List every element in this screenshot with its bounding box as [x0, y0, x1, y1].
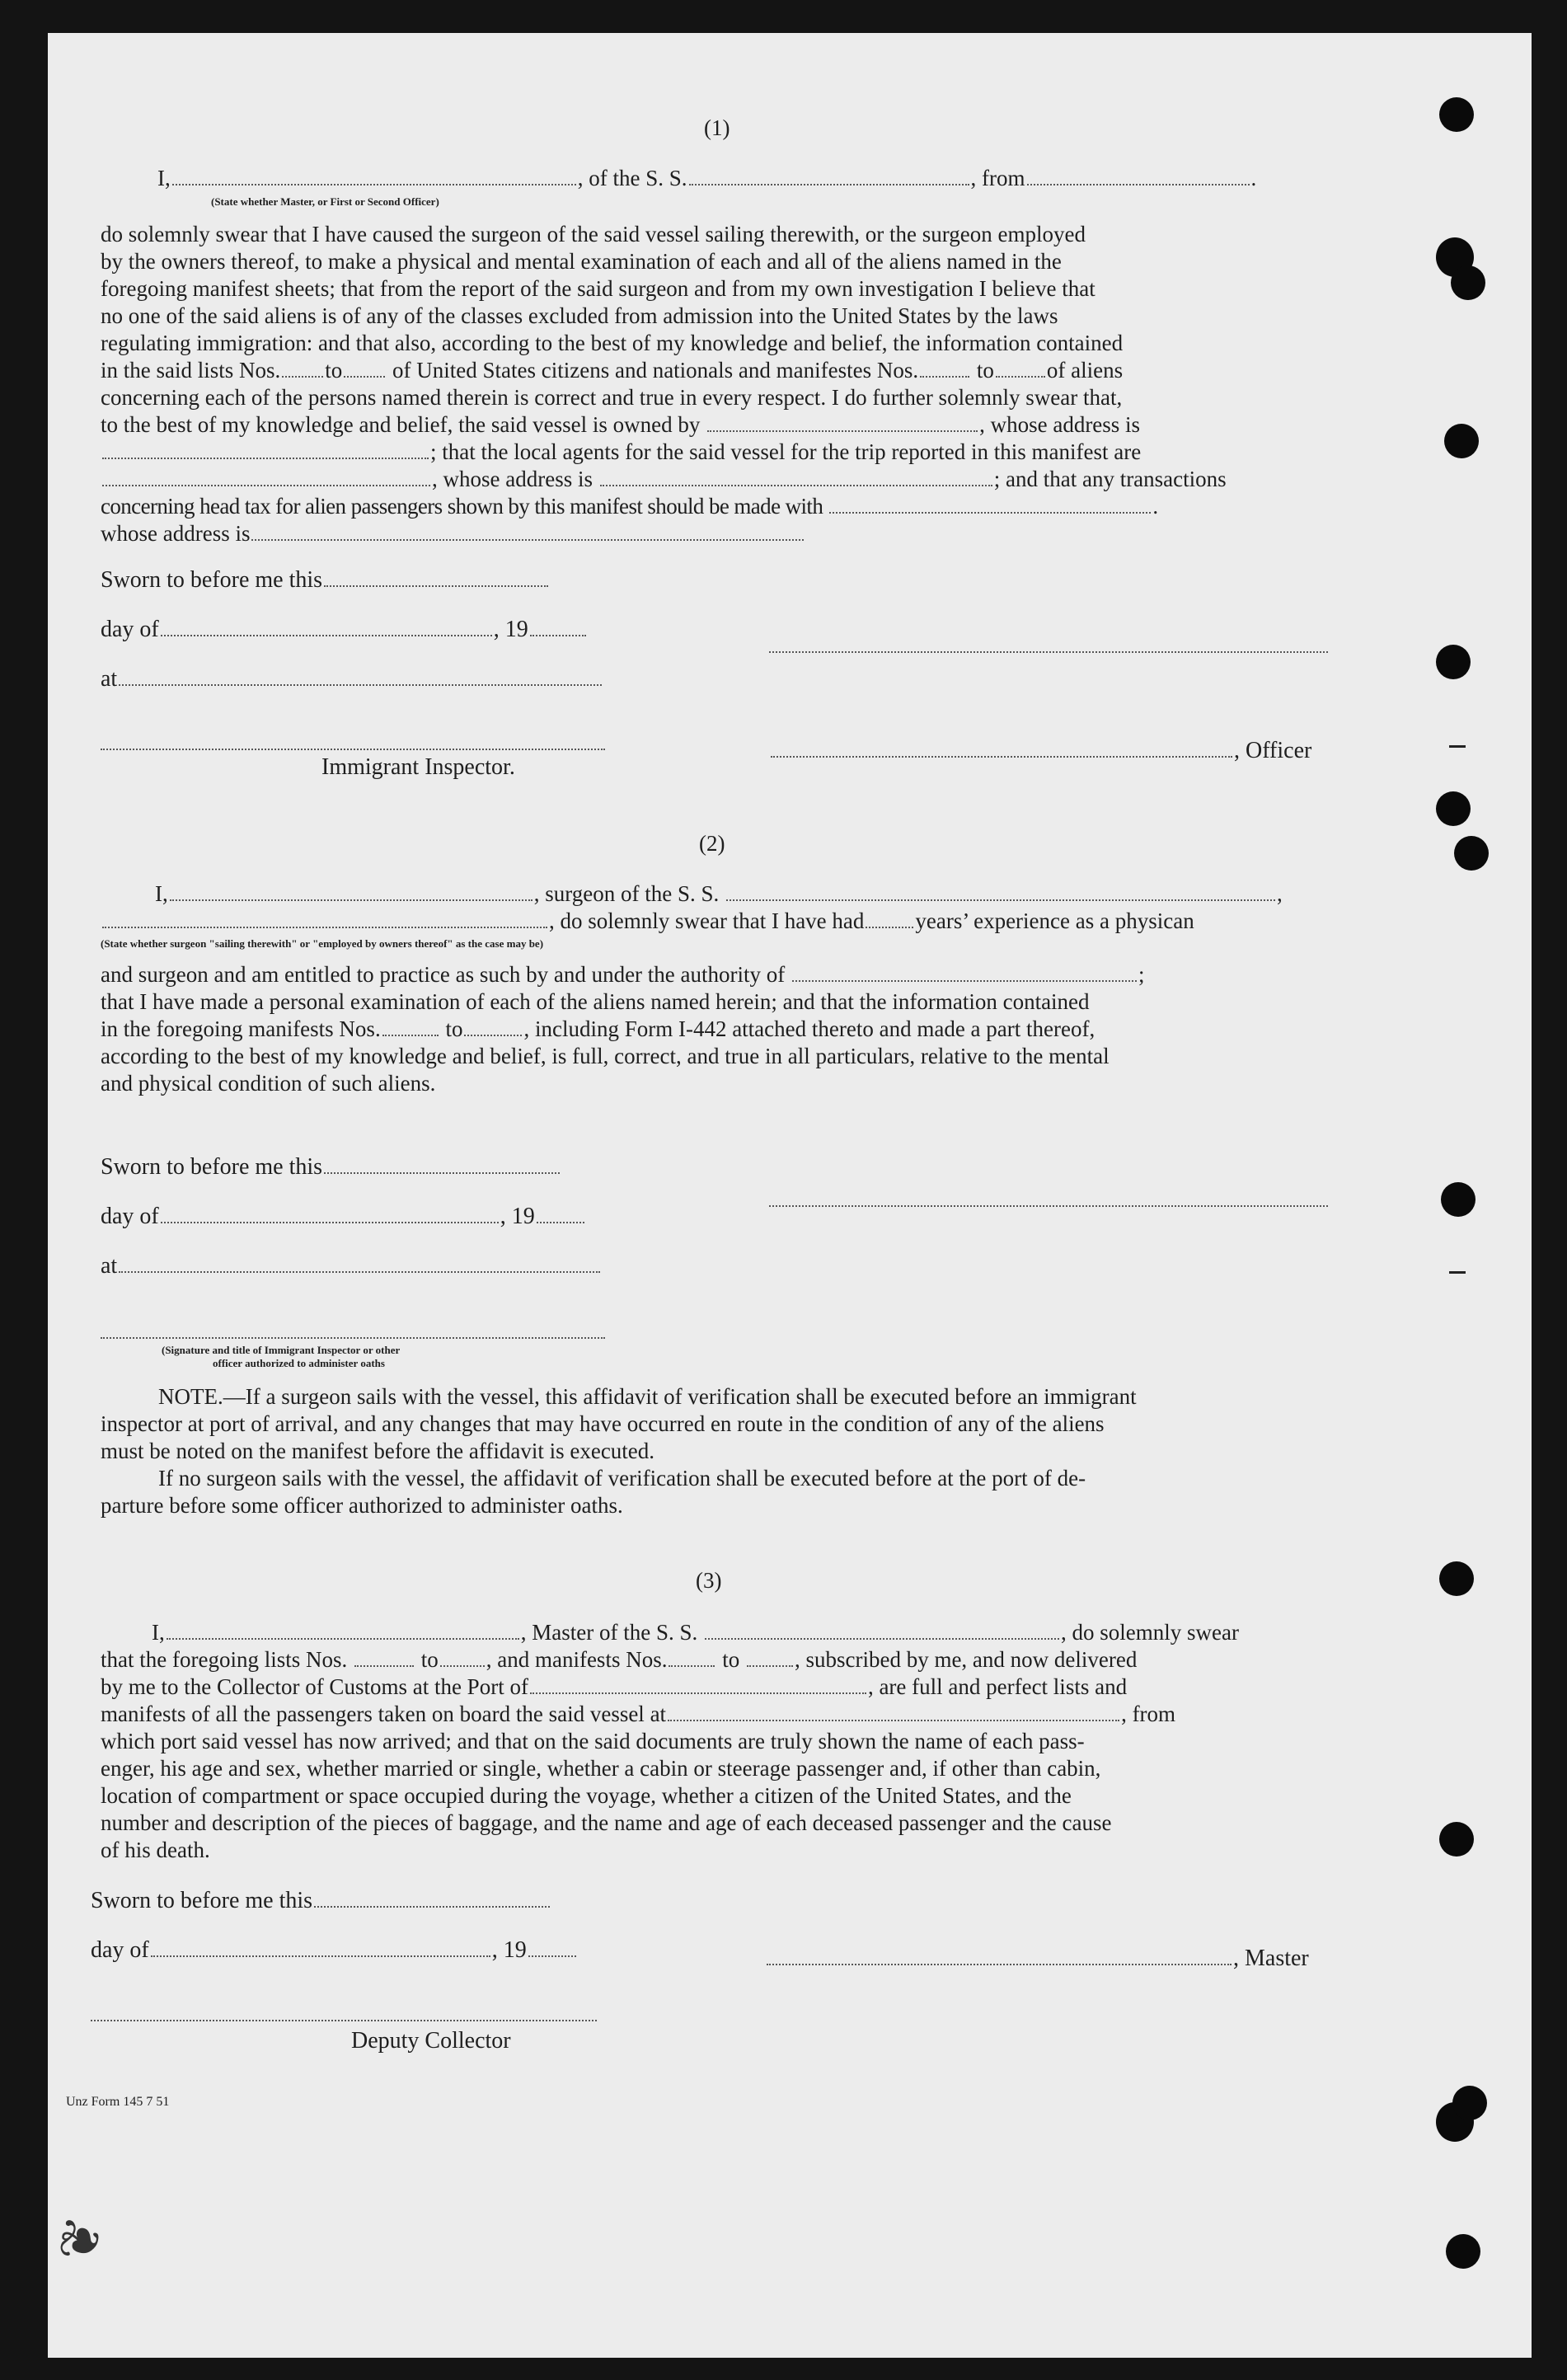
section3-list-from-field[interactable] [354, 1664, 414, 1667]
punch-hole-icon [1446, 2234, 1480, 2269]
section3-month-field[interactable] [151, 1955, 490, 1957]
section2-line1: I, , surgeon of the S. S. , [155, 881, 1283, 906]
form-id: Unz Form 145 7 51 [66, 2095, 170, 2109]
section3-heading: (3) [696, 1568, 722, 1593]
section1-year-field[interactable] [530, 634, 586, 636]
owner-field[interactable] [707, 430, 978, 432]
agents-address-field[interactable] [600, 484, 992, 486]
surgeon-ship-field[interactable] [726, 899, 1275, 901]
punch-hole-icon [1444, 424, 1479, 458]
section2-year-field[interactable] [537, 1221, 584, 1223]
officer-name-field[interactable] [172, 183, 576, 185]
collector-port-field[interactable] [530, 1692, 866, 1694]
section3-master-line: , Master [765, 1946, 1309, 1972]
punch-hole-icon [1436, 791, 1471, 826]
section1-officer-line: , Officer [769, 738, 1311, 764]
section2-exam: that I have made a personal examination of each of the aliens named herein; and that the information contained [101, 989, 1090, 1014]
page-mark [1449, 745, 1466, 748]
section3-line1: I, , Master of the S. S. , do solemnly swear [152, 1620, 1239, 1645]
section3-lists-line: that the foregoing lists Nos. to , and manifests Nos. to , subscribed by me, and now delivered [101, 1647, 1138, 1672]
section1-whose-address2: whose address is [101, 520, 805, 547]
section3-sworn-date-field[interactable] [314, 1905, 550, 1908]
section3-body: which port said vessel has now arrived; and that on the said documents are truly shown the name of each pass- enger, his age and sex, whether married or single, whether a cabin or steerage passenger and, if other than cabin, location of compartment or space occupied during the voyage, whether a citizen of the United States, and the number and description of the pieces of baggage, and the name and age of each deceased passenger and the cause of his death. [101, 1729, 1112, 1862]
agents-field[interactable] [102, 484, 430, 486]
section2-at-field[interactable] [119, 1270, 600, 1273]
section1-agents-line: ; that the local agents for the said vessel for the trip reported in this manifest are [101, 439, 1141, 465]
section2-sworn: Sworn to before me this [101, 1154, 561, 1181]
section3-manifests-line: manifests of all the passengers taken on board the said vessel at , from [101, 1702, 1176, 1726]
list-no-to-field[interactable] [344, 375, 385, 378]
section2-day-of: day of , 19 [101, 1204, 586, 1230]
punch-hole-icon [1451, 265, 1485, 300]
punch-hole-icon [1436, 645, 1471, 679]
surgeon-hint: (State whether surgeon "sailing therewith" or "employed by owners thereof" as the case may be) [101, 937, 544, 950]
section2-body-end: according to the best of my knowledge and belief, is full, correct, and true in all particulars, relative to the mental and physical condition of such aliens. [101, 1044, 1110, 1096]
section1-officer-signature[interactable] [771, 755, 1232, 758]
officer-hint: (State whether Master, or First or Second Officer) [211, 195, 439, 208]
section2-month-field[interactable] [161, 1221, 499, 1223]
deputy-collector-label: Deputy Collector [351, 2028, 511, 2054]
section1-officer-signature-top[interactable] [769, 651, 1328, 653]
punch-hole-icon [1452, 2086, 1487, 2120]
section1-at: at [101, 666, 603, 692]
section2-sig-hint2: officer authorized to administer oaths [213, 1357, 385, 1369]
punch-hole-icon [1454, 836, 1489, 871]
section2-manifest-to-field[interactable] [464, 1034, 522, 1036]
section3-collector-line: by me to the Collector of Customs at the Port of , are full and perfect lists and [101, 1674, 1128, 1699]
section2-heading: (2) [699, 831, 725, 856]
headtax-address-field[interactable] [251, 538, 804, 541]
surgeon-name-field[interactable] [170, 899, 532, 901]
handwritten-mark: ❦ [46, 2210, 117, 2270]
section1-month-field[interactable] [161, 634, 492, 636]
section1-sworn: Sworn to before me this [101, 567, 550, 594]
master-signature-field[interactable] [767, 1963, 1232, 1965]
section2-surgeon-signature[interactable] [769, 1205, 1328, 1207]
section1-heading: (1) [704, 115, 730, 140]
section1-inspector-signature[interactable] [101, 749, 605, 750]
punch-hole-icon [1439, 1822, 1474, 1857]
section2-note: NOTE.—If a surgeon sails with the vessel, this affidavit of verification shall be executed before an immigrant inspector at port of arrival, and any changes that may have occurred en route in the condition of any of the aliens must be noted on the manifest before the affidavit is executed. If no surgeon sails with the vessel, the affidavit of verification shall be executed before at the port of de- parture before some officer authorized to administer oaths. [101, 1384, 1137, 1518]
punch-hole-icon [1441, 1182, 1476, 1217]
headtax-contact-field[interactable] [829, 511, 1151, 514]
page-mark [1449, 1271, 1466, 1274]
boarding-port-field[interactable] [668, 1719, 1119, 1721]
section1-inspector-label: Immigrant Inspector. [321, 754, 515, 780]
section3-sworn: Sworn to before me this [91, 1888, 551, 1914]
section1-sworn-date-field[interactable] [324, 584, 548, 587]
section1-line1: I, , of the S. S. , from . [157, 166, 1257, 190]
authority-field[interactable] [792, 979, 1137, 982]
section3-manifest-from-field[interactable] [669, 1664, 715, 1667]
section1-headtax-line: concerning head tax for alien passengers shown by this manifest should be made with . [101, 494, 1158, 519]
manifest-no-to-field[interactable] [996, 375, 1045, 378]
section3-manifest-to-field[interactable] [747, 1664, 793, 1667]
section2-inspector-signature[interactable] [101, 1337, 605, 1339]
master-name-field[interactable] [167, 1637, 519, 1640]
section1-at-field[interactable] [119, 683, 602, 686]
punch-hole-icon [1439, 1561, 1474, 1596]
form-page [48, 33, 1532, 2358]
punch-hole-icon [1439, 97, 1474, 132]
section1-agent-address-line: , whose address is ; and that any transactions [101, 466, 1227, 492]
section1-owned-line: to the best of my knowledge and belief, the said vessel is owned by , whose address is [101, 412, 1141, 437]
surgeon-status-field[interactable] [102, 926, 547, 928]
section2-sworn-date-field[interactable] [324, 1171, 560, 1174]
manifest-no-from-field[interactable] [920, 375, 969, 378]
section1-body2: concerning each of the persons named therein is correct and true in every respect. I do further solemnly swear that, [101, 385, 1123, 410]
section3-day-of: day of , 19 [91, 1937, 578, 1964]
section2-at: at [101, 1253, 602, 1279]
section3-year-field[interactable] [528, 1955, 576, 1957]
section2-manifest-from-field[interactable] [382, 1034, 439, 1036]
section2-authority: and surgeon and am entitled to practice as such by and under the authority of ; [101, 962, 1145, 987]
master-ship-field[interactable] [705, 1637, 1059, 1640]
deputy-collector-signature[interactable] [91, 2020, 597, 2021]
departure-port-field[interactable] [1027, 183, 1250, 185]
ship-name-field[interactable] [689, 183, 969, 185]
section2-manifests-line: in the foregoing manifests Nos. to , including Form I-442 attached thereto and made a part thereof, [101, 1016, 1095, 1041]
section2-sig-hint1: (Signature and title of Immigrant Inspector or other [162, 1344, 401, 1356]
section1-body: do solemnly swear that I have caused the surgeon of the said vessel sailing therewith, or the surgeon employed by the owners thereof, to make a physical and mental examination of each and all of the aliens named in the foregoing manifest sheets; that from the report of the said surgeon and from my own investigation I believe that no one of the said aliens is of any of the classes excluded from admission into the United States by the laws regulating immigration: and that also, according to the best of my knowledge and belief, the information contained [101, 222, 1124, 355]
section1-lists-line: in the said lists Nos. to of United States citizens and nationals and manifestes Nos. to of aliens [101, 358, 1124, 383]
list-no-from-field[interactable] [282, 375, 323, 378]
section1-day-of: day of , 19 [101, 617, 588, 643]
section2-line2: , do solemnly swear that I have had years’ experience as a physican [101, 908, 1194, 934]
owner-address-field[interactable] [102, 457, 429, 459]
section3-list-to-field[interactable] [440, 1664, 485, 1667]
years-field[interactable] [866, 926, 913, 928]
